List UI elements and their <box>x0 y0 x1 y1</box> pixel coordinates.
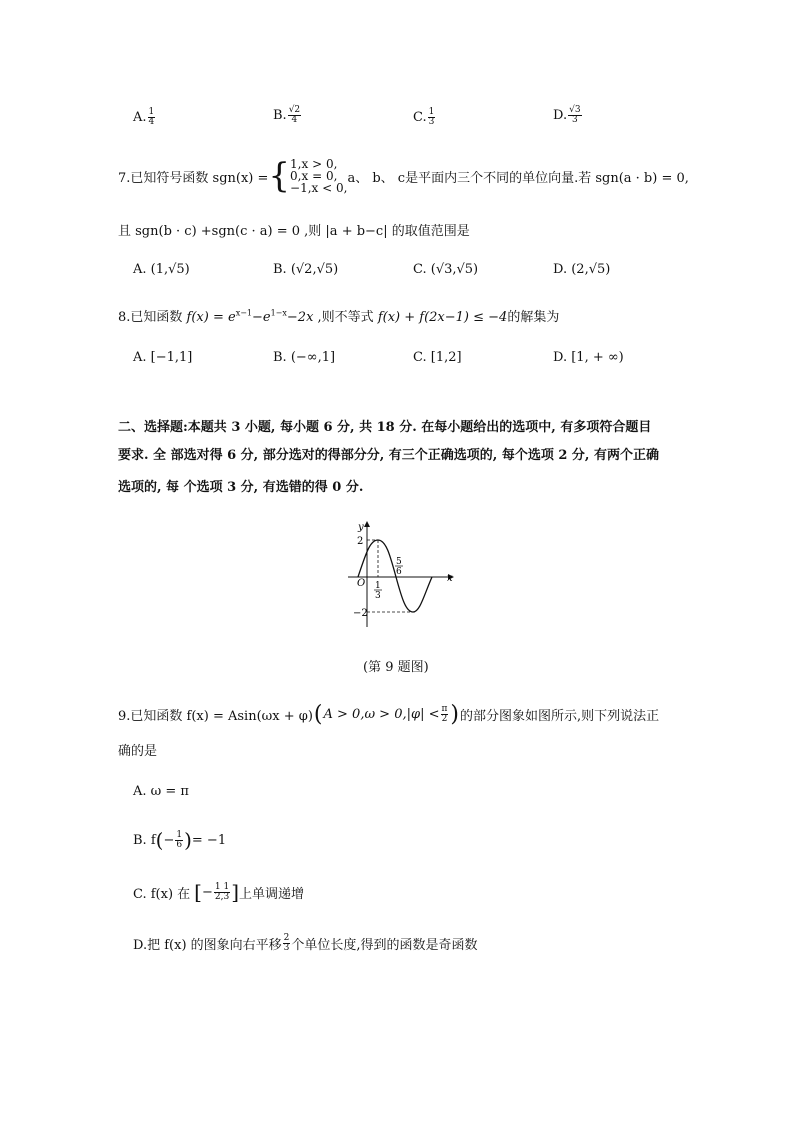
numerator: π <box>441 704 448 714</box>
q8-option-d: D. [1, + ∞) <box>553 350 624 365</box>
q6-option-b <box>273 106 302 125</box>
paren-close: ) <box>450 702 460 727</box>
denominator: 3 <box>571 115 578 125</box>
q6-option-c <box>413 108 436 127</box>
fraction <box>288 106 301 125</box>
numerator: √2 <box>288 105 301 115</box>
paren-close: ) <box>184 828 192 852</box>
bracket-open: [ <box>194 880 202 904</box>
option-value: = −1 <box>191 832 227 848</box>
piecewise-cases <box>290 158 347 194</box>
q9-graph <box>340 515 460 635</box>
q7-line2: 且 sgn(b · c) +sgn(c · a) = 0 ,则 |a + b−c| 的取值范围是 <box>118 224 470 239</box>
section2-line1: 二、选择题:本题共 3 小题, 每小题 6 分, 共 18 分. 在每小题给出的选项中, 有多项符合题目 <box>118 420 652 435</box>
q8-option-a: A. [−1,1] <box>133 350 193 365</box>
paren-open: ( <box>313 702 323 727</box>
section2-line3: 选项的, 每 个选项 3 分, 有选错的得 0 分. <box>118 480 364 495</box>
q8-func: f(x) = e <box>186 310 236 325</box>
fraction <box>428 108 436 127</box>
q9-tail: 的部分图象如图所示,则下列说法正 <box>460 709 660 724</box>
q9-option-d <box>133 934 478 953</box>
q7-stem <box>118 158 689 194</box>
exponent: x−1 <box>235 308 252 318</box>
paren-open: ( <box>155 828 164 852</box>
numerator: √3 <box>569 105 581 115</box>
minus: − <box>201 884 213 900</box>
q8-mid: ,则不等式 <box>313 310 378 325</box>
x-label: x <box>447 573 453 584</box>
bracket-close: ] <box>231 880 240 904</box>
denominator: 4 <box>148 117 155 127</box>
sine-curve <box>358 540 432 612</box>
numerator: 2 <box>283 933 290 943</box>
denominator: 3 <box>283 943 290 953</box>
q8-inequality: f(x) + f(2x−1) ≤ −4 <box>377 310 508 325</box>
x-fivesix-num: 5 <box>396 557 402 567</box>
exponent: 1−x <box>270 308 287 318</box>
q7-option-d: D. (2,√5) <box>553 262 611 277</box>
denominator: 2,3 <box>214 891 230 902</box>
denominator: 2 <box>441 714 448 724</box>
denominator: 4 <box>291 115 298 125</box>
option-label: B. <box>273 108 287 123</box>
q8-lead: 8.已知函数 <box>118 310 187 325</box>
numerator: 1 <box>148 107 155 117</box>
x-fivesix-den: 6 <box>396 567 402 577</box>
option-label: C. <box>413 110 427 125</box>
q9-stem <box>118 702 659 727</box>
q6-option-d <box>553 106 583 125</box>
q8-end: 的解集为 <box>507 310 560 325</box>
option-text: 个单位长度,得到的函数是奇函数 <box>291 938 478 953</box>
q7-option-a: A. (1,√5) <box>133 262 190 277</box>
case-negative: −1,x < 0, <box>290 181 348 195</box>
q8-func3: −2x <box>286 310 314 325</box>
option-label: D. <box>553 108 568 123</box>
q6-option-a <box>133 108 156 127</box>
fraction <box>568 106 581 125</box>
option-prefix: D.把 f(x) 的图象向右平移 <box>133 938 282 953</box>
case-positive: 1,x > 0, <box>290 157 338 171</box>
q7-option-b: B. (√2,√5) <box>273 262 339 277</box>
q9-line2: 确的是 <box>118 744 158 759</box>
q8-option-b: B. (−∞,1] <box>273 350 336 365</box>
denominator: 6 <box>176 839 183 850</box>
y-arrow-icon <box>364 521 370 527</box>
y-label: y <box>358 522 364 533</box>
q9-option-c <box>133 880 304 904</box>
q7-option-c: C. (√3,√5) <box>413 262 479 277</box>
left-brace: { <box>268 156 291 196</box>
denominator: 3 <box>428 117 435 127</box>
fraction <box>283 934 291 953</box>
section2-line2: 要求. 全 部选对得 6 分, 部分选对的得部分分, 有三个正确选项的, 每个选项 2 分, 有两个正确 <box>118 448 659 463</box>
fraction <box>175 831 183 850</box>
numerator: 1 <box>176 829 183 840</box>
q8-stem <box>118 306 559 325</box>
q7-tail: a、 b、 c是平面内三个不同的单位向量.若 sgn(a · b) = 0, <box>347 170 689 186</box>
y-max-label: 2 <box>357 536 364 547</box>
y-min-label: −2 <box>353 608 368 619</box>
option-text: 上单调递增 <box>239 886 305 902</box>
x-third-num: 1 <box>375 581 381 591</box>
figure-caption: (第 9 题图) <box>363 660 429 675</box>
q7-lead: 7.已知符号函数 sgn(x) = <box>118 170 269 186</box>
origin-label: O <box>357 578 366 589</box>
fraction <box>214 883 230 902</box>
case-zero: 0,x = 0, <box>290 169 338 183</box>
numerator: 1 1 <box>214 881 230 892</box>
q9-option-b <box>133 828 226 852</box>
q8-func2: −e <box>252 310 271 325</box>
x-third-den: 3 <box>375 591 381 601</box>
option-prefix: C. f(x) 在 <box>133 886 191 902</box>
numerator: 1 <box>428 107 435 117</box>
fraction <box>441 705 449 724</box>
q9-condition: A > 0,ω > 0,|φ| < <box>323 707 440 722</box>
option-label: A. <box>133 110 147 125</box>
fraction <box>148 108 156 127</box>
q8-option-c: C. [1,2] <box>413 350 462 365</box>
q9-option-a: A. ω = π <box>133 784 189 799</box>
option-prefix: B. f <box>133 832 156 848</box>
q9-lead: 9.已知函数 f(x) = Asin(ωx + φ) <box>118 709 313 724</box>
minus: − <box>163 832 175 848</box>
